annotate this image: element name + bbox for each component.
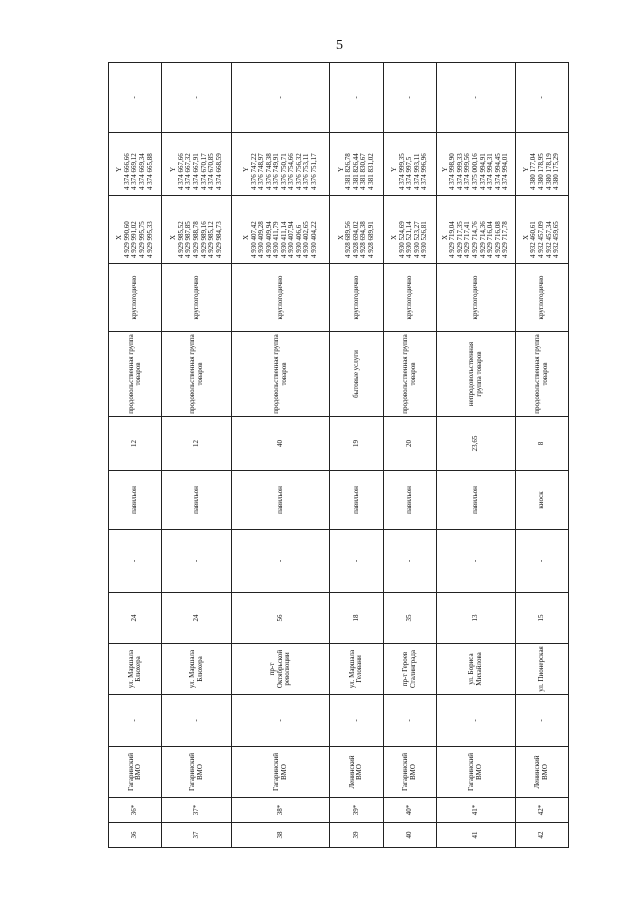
coord-x-value: 4 929 714,36 [478,221,487,258]
coord-y-value: 4 374 668,59 [214,153,223,190]
cell-row-number: 38 [232,823,330,848]
coord-x-value: 4 930 404,22 [309,221,318,258]
cell-cell-3: - [109,695,162,747]
coord-x-value: 4 930 526,81 [420,221,429,258]
cell-13: - [515,63,568,133]
coord-y-value: 4 381 826,44 [351,153,360,190]
coord-y-value: 4 376 756,32 [294,153,303,190]
coord-y-value: 4 374 670,85 [207,153,216,190]
coord-y-value: 4 374 997,5 [405,156,414,190]
coord-y-value: 4 376 751,17 [309,153,318,190]
coord-y-value: 4 374 667,32 [184,153,193,190]
coord-x-value: 4 930 524,69 [397,221,406,258]
coord-x-value: 4 928 689,91 [366,221,375,258]
coord-y-value: 4 376 748,38 [264,153,273,190]
coord-y-value: 4 376 749,91 [272,153,281,190]
coord-x-header: X [169,234,178,240]
cell-cell-3: - [383,695,436,747]
coord-x-value: 4 928 694,02 [351,221,360,258]
coord-x-value: 4 930 409,28 [257,221,266,258]
cell-object-code: 41* [437,798,515,823]
coord-y-value: 4 374 998,90 [448,153,457,190]
cell-house-number: 56 [232,593,330,644]
cell-house-number: 24 [162,593,232,644]
cell-row-number: 36 [109,823,162,848]
rotated-table-wrapper [108,63,569,848]
cell-13: - [383,63,436,133]
cell-object-type: павильон [437,471,515,530]
coord-y-header: Y [169,166,178,172]
cell-street: ул. Пионерская [515,644,568,695]
cell-row-number: 41 [437,823,515,848]
coord-x-value: 4 930 411,79 [272,221,281,258]
table-body [109,63,569,848]
cell-area: 20 [383,417,436,471]
cell-object-code: 37* [162,798,232,823]
coord-x-value: 4 930 411,14 [279,221,288,258]
cell-area: 12 [162,417,232,471]
coord-x-value: 4 929 714,76 [471,221,480,258]
cell-specialization: продовольственная группа товаров [515,332,568,417]
cell-cell-6: - [109,530,162,593]
cell-period: круглогодично [109,264,162,332]
cell-coord-y [162,133,232,196]
cell-coord-x [330,196,383,264]
coord-x-value: 4 929 991,02 [130,221,139,258]
coord-y-value: 4 374 993,11 [412,153,421,190]
cell-object-code: 40* [383,798,436,823]
coord-y-value: 4 374 994,91 [478,153,487,190]
cell-row-number: 40 [383,823,436,848]
coord-y-value: 4 374 669,12 [130,153,139,190]
coord-y-value: 4 374 670,17 [199,153,208,190]
coord-y-header: Y [389,166,398,172]
table-row [109,63,162,848]
cell-coord-x [162,196,232,264]
table-row [162,63,232,848]
cell-coord-y [330,133,383,196]
cell-district: Ленинский ВМО [515,747,568,798]
cell-coord-y [383,133,436,196]
table-row [437,63,515,848]
coord-y-header: Y [440,166,449,172]
cell-cell-3: - [232,695,330,747]
coord-y-value: 4 374 999,33 [455,153,464,190]
cell-specialization: продовольственная группа товаров [109,332,162,417]
cell-coord-y [109,133,162,196]
coord-x-value: 4 929 719,04 [448,221,457,258]
cell-cell-3: - [515,695,568,747]
coord-y-value: 4 380 175,29 [552,153,561,190]
cell-street: пр-т Октябрьской революции [232,644,330,695]
coord-y-value: 4 380 178,95 [536,153,545,190]
cell-row-number: 42 [515,823,568,848]
coord-y-value: 4 376 753,11 [302,153,311,190]
cell-street: ул. Бориса Михайлова [437,644,515,695]
coord-x-value: 4 930 407,94 [287,221,296,258]
coord-x-value: 4 929 985,52 [176,221,185,258]
cell-house-number: 35 [383,593,436,644]
coord-x-value: 4 929 988,78 [192,221,200,258]
cell-coord-y [437,133,515,196]
cell-13: - [437,63,515,133]
coord-y-value: 4 376 750,71 [279,153,288,190]
cell-13: - [330,63,383,133]
coord-x-value: 4 932 457,09 [536,221,545,258]
coord-y-value: 4 376 754,66 [287,153,296,190]
table-row [383,63,436,848]
coord-y-value: 4 380 178,19 [544,153,553,190]
cell-area: 19 [330,417,383,471]
cell-house-number: 15 [515,593,568,644]
coord-x-header: X [521,234,530,240]
cell-area: 40 [232,417,330,471]
coord-y-value: 4 374 994,31 [486,153,495,190]
cell-13: - [232,63,330,133]
coord-y-value: 4 380 177,04 [529,153,538,190]
cell-cell-6: - [383,530,436,593]
cell-street: ул. Маршала Блюхера [162,644,232,695]
coord-x-value: 4 929 985,12 [207,221,216,258]
cell-coord-x [515,196,568,264]
coord-x-value: 4 929 717,78 [501,221,510,258]
coord-y-header: Y [241,166,250,172]
coord-y-value: 4 374 999,35 [397,153,406,190]
coord-y-header: Y [521,166,530,172]
cell-district: Гагаринский ВМО [232,747,330,798]
cell-object-code: 39* [330,798,383,823]
table-row [232,63,330,848]
cell-object-type: павильон [109,471,162,530]
coord-x-value: 4 928 694,38 [359,221,368,258]
cell-coord-x [232,196,330,264]
cell-street: пр-т Героев Сталинграда [383,644,436,695]
cell-object-type: павильон [383,471,436,530]
coord-x-value: 4 930 409,94 [264,221,273,258]
cell-13: - [109,63,162,133]
coord-x-value: 4 929 716,04 [486,221,495,258]
cell-area: 8 [515,417,568,471]
coord-x-value: 4 929 717,35 [455,221,464,258]
trade-locations-table [108,62,569,848]
cell-row-number: 37 [162,823,232,848]
coord-x-value: 4 932 457,34 [544,221,553,258]
cell-row-number: 39 [330,823,383,848]
cell-cell-3: - [162,695,232,747]
table-row [330,63,383,848]
cell-object-type: павильон [162,471,232,530]
cell-object-type: павильон [232,471,330,530]
cell-street: ул. Маршала Геловани [330,644,383,695]
coord-y-value: 4 374 667,91 [192,153,200,190]
cell-coord-y [515,133,568,196]
cell-cell-6: - [162,530,232,593]
cell-area: 12 [109,417,162,471]
coord-x-value: 4 930 406,6 [294,224,303,258]
coord-y-value: 4 374 667,66 [176,153,185,190]
coord-x-value: 4 930 521,14 [405,221,414,258]
coord-x-value: 4 929 995,75 [137,221,146,258]
cell-object-code: 42* [515,798,568,823]
cell-object-type: павильон [330,471,383,530]
cell-area: 23,65 [437,417,515,471]
coord-x-value: 4 929 989,16 [199,221,208,258]
coord-x-header: X [241,234,250,240]
cell-cell-3: - [330,695,383,747]
coord-x-value: 4 929 717,41 [463,221,472,258]
coord-x-value: 4 929 990,60 [122,221,131,258]
cell-specialization: непродовольственная группа товаров [437,332,515,417]
cell-district: Гагаринский ВМО [383,747,436,798]
cell-object-type: киоск [515,471,568,530]
coord-x-value: 4 932 459,65 [552,221,561,258]
cell-district: Ленинский ВМО [330,747,383,798]
coord-x-value: 4 928 689,56 [344,221,353,258]
cell-house-number: 13 [437,593,515,644]
coord-x-header: X [389,234,398,240]
coord-x-value: 4 929 716,08 [493,221,502,258]
coord-x-value: 4 929 995,33 [145,221,154,258]
coord-y-value: 4 376 747,22 [249,153,258,190]
coord-x-header: X [115,234,124,240]
coord-x-header: X [336,234,345,240]
coord-y-value: 4 374 666,66 [122,153,131,190]
coord-y-value: 4 376 748,97 [257,153,266,190]
cell-house-number: 18 [330,593,383,644]
coord-y-value: 4 374 669,34 [137,153,146,190]
coord-y-value: 4 381 831,02 [366,153,375,190]
cell-coord-y [232,133,330,196]
cell-house-number: 24 [109,593,162,644]
cell-cell-6: - [232,530,330,593]
coord-x-value: 4 932 460,61 [529,221,538,258]
coord-y-value: 4 374 996,96 [420,153,429,190]
coord-y-value: 4 381 830,67 [359,153,368,190]
cell-period: круглогодично [437,264,515,332]
cell-specialization: продовольственная группа товаров [232,332,330,417]
coord-y-value: 4 374 994,01 [501,153,510,190]
table-row [515,63,568,848]
cell-cell-6: - [330,530,383,593]
coord-y-value: 4 374 665,88 [145,153,154,190]
cell-cell-6: - [437,530,515,593]
coord-y-value: 4 375 000,16 [471,153,480,190]
cell-period: круглогодично [515,264,568,332]
coord-x-value: 4 930 407,42 [249,221,258,258]
cell-cell-6: - [515,530,568,593]
coord-x-value: 4 930 523,27 [412,221,421,258]
coord-x-value: 4 929 984,73 [214,221,223,258]
cell-coord-x [383,196,436,264]
cell-object-code: 36* [109,798,162,823]
cell-object-code: 38* [232,798,330,823]
cell-specialization: продовольственная группа товаров [162,332,232,417]
coord-y-header: Y [336,166,345,172]
cell-coord-x [109,196,162,264]
coord-x-header: X [440,234,449,240]
cell-coord-x [437,196,515,264]
cell-district: Гагаринский ВМО [109,747,162,798]
cell-13: - [162,63,232,133]
coord-x-value: 4 929 987,85 [184,221,193,258]
cell-specialization: бытовые услуги [330,332,383,417]
coord-y-value: 4 374 999,56 [463,153,472,190]
cell-cell-3: - [437,695,515,747]
coord-y-value: 4 374 994,45 [493,153,502,190]
cell-district: Гагаринский ВМО [162,747,232,798]
cell-period: круглогодично [330,264,383,332]
coord-y-header: Y [115,166,124,172]
page-number: 5 [336,38,343,53]
coord-x-value: 4 930 402,65 [302,221,311,258]
coord-y-value: 4 381 826,78 [344,153,353,190]
cell-period: круглогодично [383,264,436,332]
cell-district: Гагаринский ВМО [437,747,515,798]
cell-period: круглогодично [232,264,330,332]
cell-specialization: продовольственная группа товаров [383,332,436,417]
cell-street: ул. Маршала Блюхера [109,644,162,695]
cell-period: круглогодично [162,264,232,332]
